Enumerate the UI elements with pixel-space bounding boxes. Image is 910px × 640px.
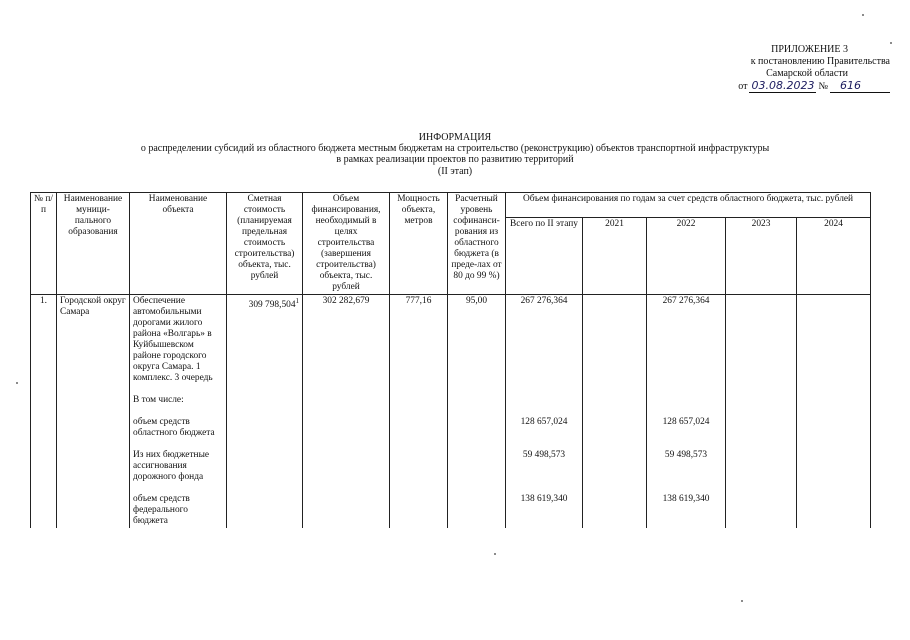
subrow-2022-federal: 138 619,340 (647, 484, 726, 528)
header-estimated-cost: Сметная стоимость (планируемая предельная стоимость строительства) объекта, тыс. рублей (227, 193, 303, 295)
document-subtitle-2: в рамках реализации проектов по развитию территорий (336, 154, 574, 165)
document-title: ИНФОРМАЦИЯ (418, 132, 492, 143)
header-years-group: Объем финансирования по годам за счет средств областного бюджета, тыс. рублей (506, 193, 871, 218)
subsidy-table (30, 192, 871, 528)
number-prefix: № (818, 81, 828, 92)
subrow-total-regional: 128 657,024 (506, 407, 583, 440)
handwritten-number: 616 (830, 80, 890, 93)
header-2023: 2023 (726, 218, 797, 295)
table-row (31, 295, 871, 386)
row-object: Обеспечение автомобильными дорогами жилого района «Волгарь» в Куйбышевском районе городского округа Самара. 1 комплекс. 3 очередь (130, 295, 227, 386)
date-prefix: от (738, 81, 748, 92)
appendix-block (690, 44, 890, 93)
header-row-1 (31, 193, 871, 218)
header-financing-volume: Объем финансирования, необходимый в целях строительства (завершения строительства) объекта, тыс. рублей (303, 193, 390, 295)
footnote-mark: 1 (295, 297, 299, 305)
header-2021: 2021 (583, 218, 647, 295)
header-num: № п/п (31, 193, 57, 295)
header-object: Наименование объекта (130, 193, 227, 295)
including-label: В том числе: (130, 385, 227, 407)
subrow-2022-road-fund: 59 498,573 (647, 440, 726, 484)
row-cofinancing-level: 95,00 (448, 295, 506, 386)
row-2021 (583, 295, 647, 386)
stage-label: (II этап) (437, 166, 473, 177)
estimated-cost-value: 309 798,504 (248, 300, 296, 311)
row-2024 (797, 295, 871, 386)
row-financing-volume: 302 282,679 (303, 295, 390, 386)
subrow-label-federal: объем средств федерального бюджета (130, 484, 227, 528)
table-row (31, 440, 871, 484)
header-2022: 2022 (647, 218, 726, 295)
handwritten-date: 03.08.2023 (751, 79, 815, 92)
row-municipality: Городской округ Самара (57, 295, 130, 386)
table-row (31, 484, 871, 528)
subrow-2022-regional: 128 657,024 (647, 407, 726, 440)
scan-speck (890, 42, 892, 44)
header-2024: 2024 (797, 218, 871, 295)
subrow-label-regional: объем средств областного бюджета (130, 407, 227, 440)
scan-speck (16, 382, 18, 384)
appendix-line-3: Самарской области (766, 68, 848, 79)
scan-speck (741, 600, 743, 602)
scan-speck (862, 14, 864, 16)
row-total: 267 276,364 (506, 295, 583, 386)
subrow-total-federal: 138 619,340 (506, 484, 583, 528)
scan-speck (494, 553, 496, 555)
header-cofinancing-level: Расчетный уровень софинанси-рования из областного бюджета (в преде-лах от 80 до 99 %) (448, 193, 506, 295)
subrow-label-road-fund: Из них бюджетные ассигнования дорожного фонда (130, 440, 227, 484)
header-capacity: Мощность объекта, метров (390, 193, 448, 295)
header-total: Всего по II этапу (506, 218, 583, 295)
subrow-total-road-fund: 59 498,573 (506, 440, 583, 484)
header-municipality: Наименование муници-пального образования (57, 193, 130, 295)
document-subtitle: о распределении субсидий из областного бюджета местным бюджетам на строительство (реконструкцию) объектов транспортной инфраструктуры (140, 143, 770, 154)
appendix-line-2: к постановлению Правительства (750, 56, 890, 67)
resolution-date-number (690, 80, 890, 93)
appendix-title: ПРИЛОЖЕНИЕ 3 (771, 44, 848, 55)
row-estimated-cost (227, 295, 303, 386)
table-row (31, 385, 871, 407)
table-row (31, 407, 871, 440)
row-2022: 267 276,364 (647, 295, 726, 386)
row-capacity: 777,16 (390, 295, 448, 386)
row-num: 1. (31, 295, 57, 386)
row-2023 (726, 295, 797, 386)
